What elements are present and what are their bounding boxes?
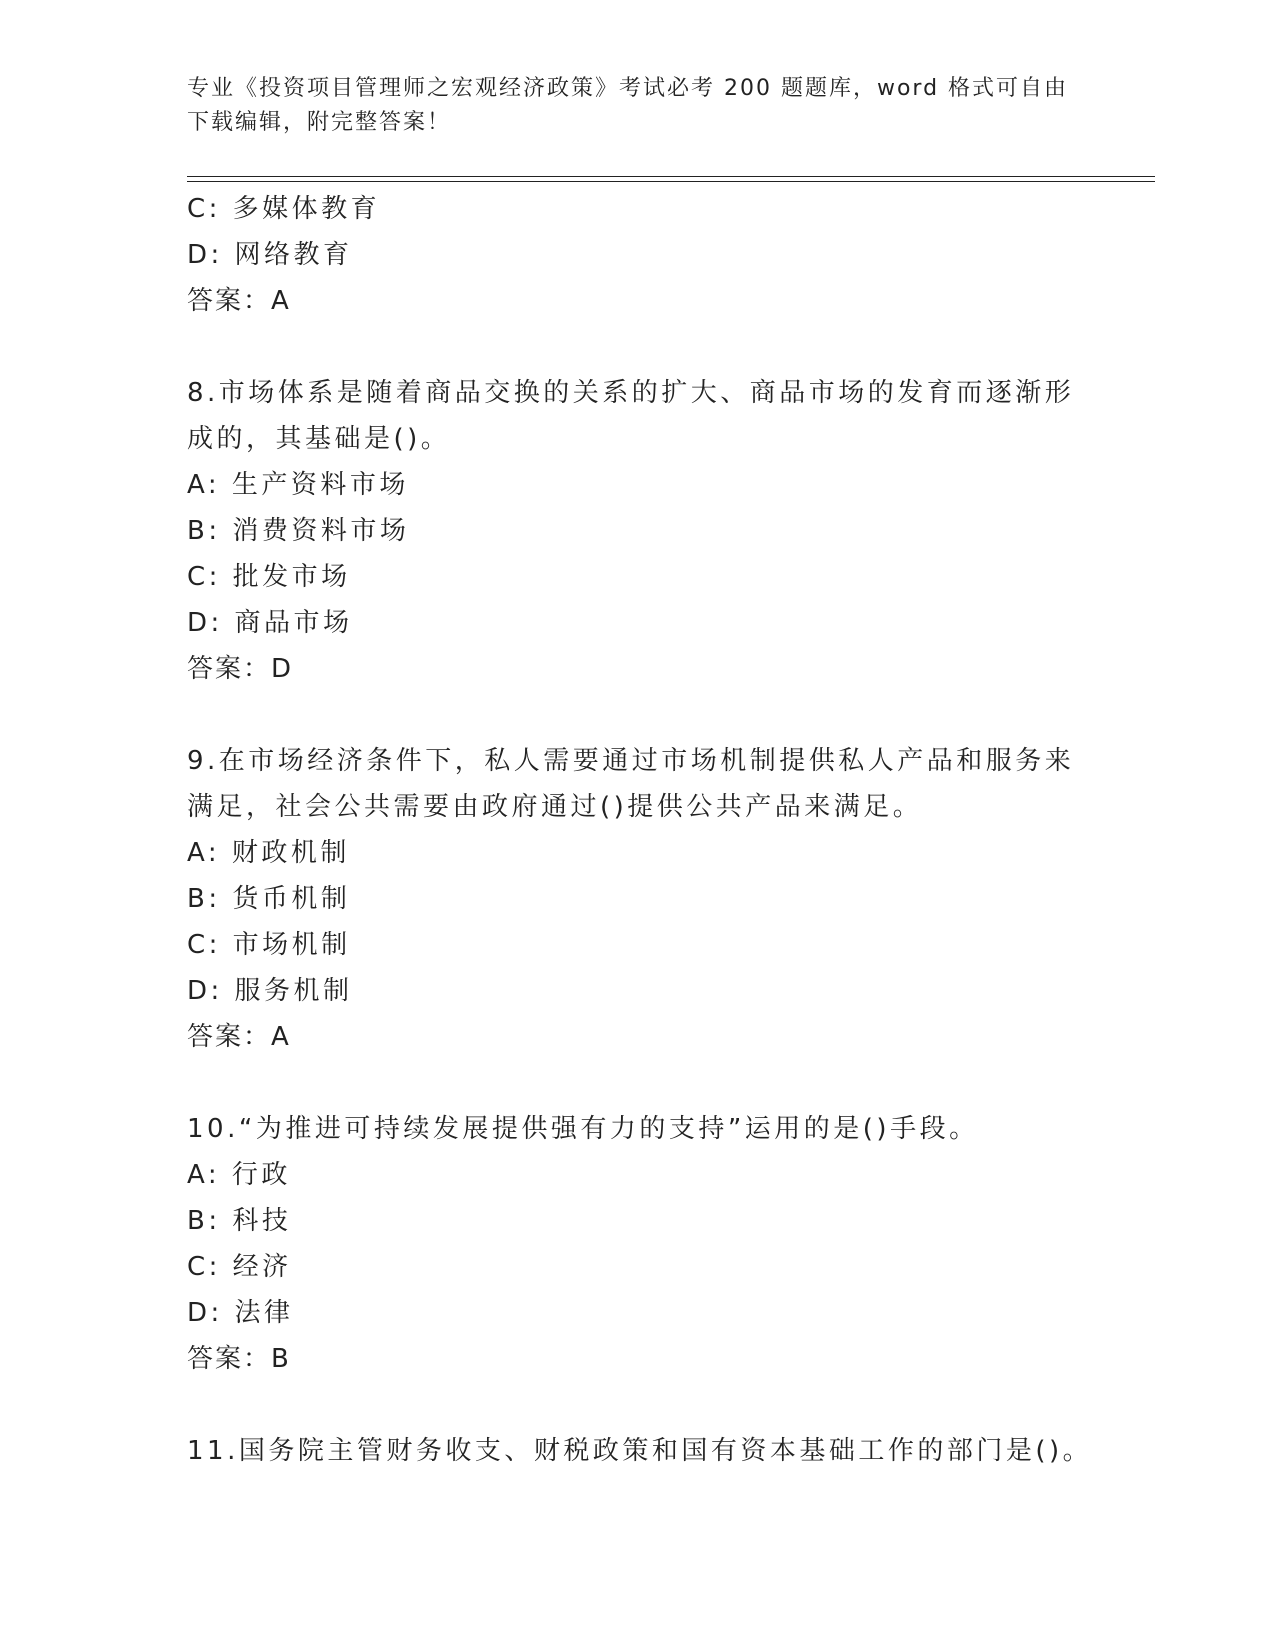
option-a: A: 生产资料市场: [187, 470, 409, 500]
option-a: A: 行政: [187, 1160, 291, 1190]
option-c: C: 市场机制: [187, 930, 351, 960]
question-9: [187, 738, 1087, 1060]
answer-text: 答案：A: [187, 1022, 291, 1052]
question-stem: 10.“为推进可持续发展提供强有力的支持”运用的是()手段。: [187, 1114, 979, 1144]
spacer: [187, 1382, 1087, 1428]
question-10: [187, 1106, 1087, 1382]
option-d: D: 网络教育: [187, 240, 353, 270]
option-b: B: 科技: [187, 1206, 292, 1236]
option-a: A: 财政机制: [187, 838, 350, 868]
option-b: B: 消费资料市场: [187, 516, 410, 546]
answer-text: 答案：B: [187, 1344, 291, 1374]
option-c: C: 批发市场: [187, 562, 351, 592]
header-divider-top: [187, 176, 1155, 177]
question-stem: 满足，社会公共需要由政府通过()提供公共产品来满足。: [187, 792, 923, 822]
option-c: C: 多媒体教育: [187, 194, 381, 224]
answer-text: 答案：A: [187, 286, 291, 316]
option-d: D: 商品市场: [187, 608, 353, 638]
answer-text: 答案：D: [187, 654, 294, 684]
question-stem: 9.在市场经济条件下，私人需要通过市场机制提供私人产品和服务来: [187, 746, 1075, 776]
question-content: [187, 186, 1093, 1474]
question-11: [187, 1428, 1093, 1474]
question-stem: 11.国务院主管财务收支、财税政策和国有资本基础工作的部门是()。: [187, 1436, 1093, 1466]
question-8: [187, 370, 1087, 692]
spacer: [187, 692, 1087, 738]
header-line-2: 下载编辑，附完整答案！: [187, 110, 452, 135]
header-line-1: 专业《投资项目管理师之宏观经济政策》考试必考 200 题题库，word 格式可自由: [187, 76, 1069, 101]
spacer: [187, 1060, 1087, 1106]
question-stem: 8.市场体系是随着商品交换的关系的扩大、商品市场的发育而逐渐形: [187, 378, 1075, 408]
question-7-tail: [187, 186, 1087, 324]
option-d: D: 服务机制: [187, 976, 353, 1006]
option-b: B: 货币机制: [187, 884, 351, 914]
document-header: [187, 72, 1087, 140]
spacer: [187, 324, 1087, 370]
option-c: C: 经济: [187, 1252, 292, 1282]
option-d: D: 法律: [187, 1298, 294, 1328]
question-stem: 成的，其基础是()。: [187, 424, 451, 454]
header-divider-bottom: [187, 181, 1155, 182]
